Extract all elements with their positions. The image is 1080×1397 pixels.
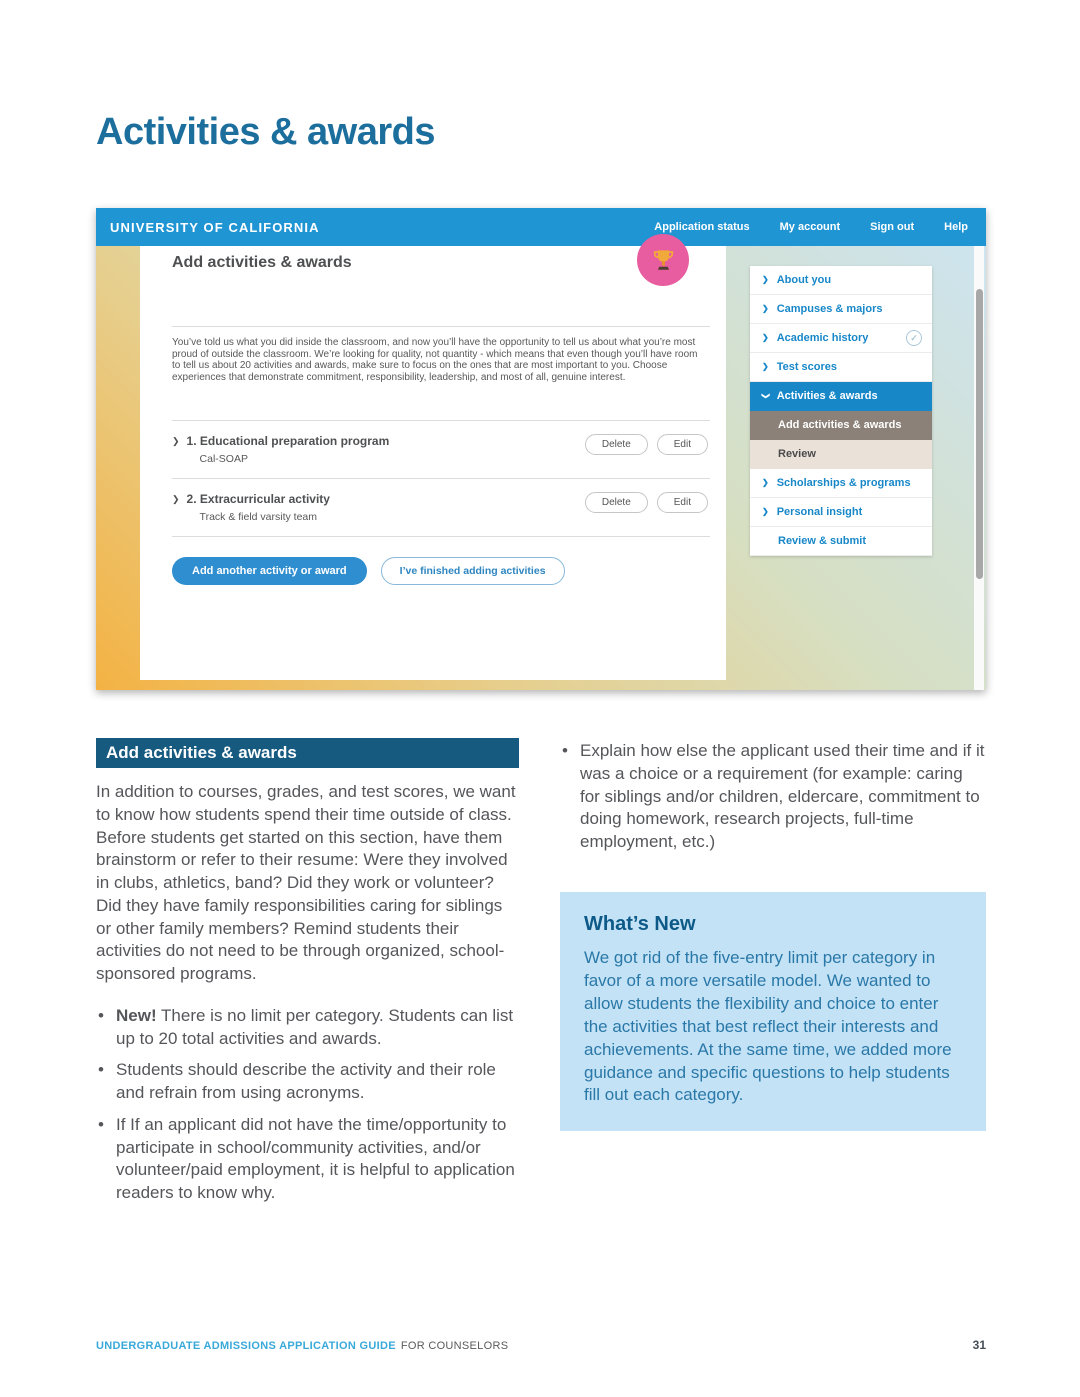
add-another-activity-button[interactable]: Add another activity or award [172, 557, 367, 585]
chevron-right-icon: ❯ [762, 478, 769, 487]
activity-entry-1 [172, 434, 708, 465]
nav-help[interactable]: Help [944, 221, 968, 233]
divider [172, 536, 710, 537]
finished-adding-button[interactable]: I’ve finished adding activities [381, 557, 565, 585]
section-heading-bar: Add activities & awards [96, 738, 519, 768]
sidebar-item-label: Activities & awards [776, 390, 878, 402]
nav-my-account[interactable]: My account [779, 221, 841, 233]
delete-button[interactable]: Delete [585, 434, 648, 455]
entry-subtitle: Track & field varsity team [199, 510, 318, 523]
card-intro-text: You’ve told us what you did inside the classroom, and now you’ll have the opportunity to tell us about what you’re most proud of outside the classroom. We’re looking for quality, not quantity - which means that even though you’ll have room to tell us about 20 activities and awards, make sure to focus on the ones that are most important to you. Choose experiences that demonstrate commitment, responsibility, leadership, and most of all, genuine interest. [172, 337, 698, 384]
main-content-card [140, 246, 726, 680]
entry-actions [585, 434, 708, 455]
edit-button[interactable]: Edit [657, 492, 708, 513]
sidebar-item-add-activities-awards[interactable] [750, 411, 932, 440]
app-body [96, 246, 986, 690]
cta-row [172, 557, 726, 585]
entry-title: 1. Educational preparation program [186, 433, 390, 448]
list-item [96, 1059, 519, 1105]
brand-logo: UNIVERSITY OF CALIFORNIA [110, 219, 320, 235]
sidebar-item-label: Personal insight [776, 506, 863, 518]
sidebar-item-campuses-majors[interactable] [750, 295, 932, 324]
bullet-icon: • [98, 1005, 104, 1025]
list-item [96, 1005, 519, 1051]
divider [172, 420, 710, 421]
page-footer [96, 1338, 986, 1352]
sidebar-item-test-scores[interactable] [750, 353, 932, 382]
section-intro-text: In addition to courses, grades, and test scores, we want to know how students spend their time outside of class. Before students get started on this section, have them brainstorm or refer to their resume: Were they involved in clubs, athletics, band? Did they work or volunteer? Did they have family responsibilities caring for siblings or other family members? Remind students their activities do not need to be through organized, school-sponsored programs. [96, 782, 516, 984]
article-left-column [96, 738, 519, 1214]
chevron-right-icon[interactable]: ❯ [172, 435, 180, 446]
divider [172, 326, 710, 327]
whats-new-body: We got rid of the five-entry limit per category in favor of a more versatile model. We wanted to allow students the flexibility and choice to enter the activities that best reflect their interests and achievements. At the same time, we added more guidance and specific questions to help students fill out each category. [584, 947, 952, 1105]
chevron-right-icon: ❯ [762, 333, 769, 342]
divider [172, 478, 710, 479]
bullet-icon: • [98, 1060, 104, 1080]
app-sidebar-nav [750, 266, 932, 556]
scrollbar-thumb[interactable] [976, 289, 983, 579]
trophy-icon [637, 234, 689, 286]
bullet-text: Explain how else the applicant used their time and if it was a choice or a requirement (for example: caring for siblings and/or children, eldercare, commitment to doing homework, research projects, full-time employment, etc.) [580, 741, 985, 852]
bullet-icon: • [562, 741, 568, 760]
entry-text [187, 492, 330, 523]
sidebar-item-scholarships-programs[interactable] [750, 469, 932, 498]
sidebar-item-label: Test scores [776, 361, 838, 373]
chevron-right-icon: ❯ [762, 275, 769, 284]
app-screenshot [96, 208, 986, 690]
sidebar-item-label: Review & submit [778, 535, 867, 547]
chevron-down-icon: ❯ [761, 392, 771, 400]
sidebar-item-label: Academic history [776, 332, 869, 344]
entry-subtitle: Cal-SOAP [199, 452, 248, 465]
edit-button[interactable]: Edit [657, 434, 708, 455]
sidebar-item-label: Add activities & awards [778, 419, 902, 431]
article-right-column [560, 740, 986, 1131]
page-number: 31 [972, 1338, 986, 1352]
bullet-bold-text: New! [116, 1005, 157, 1025]
sidebar-item-label: About you [776, 274, 832, 286]
sidebar-item-about-you[interactable] [750, 266, 932, 295]
chevron-right-icon: ❯ [762, 507, 769, 516]
sidebar-item-label: Review [778, 448, 816, 460]
bullet-text: If If an applicant did not have the time/opportunity to participate in school/community activities, and/or volunteer/paid employment, it is helpful to application readers to know why. [116, 1114, 515, 1203]
activity-entry-2 [172, 492, 708, 523]
nav-application-status[interactable]: Application status [654, 221, 750, 233]
list-item [560, 740, 986, 854]
sidebar-item-personal-insight[interactable] [750, 498, 932, 527]
sidebar-item-review-submit[interactable] [750, 527, 932, 556]
sidebar-item-label: Scholarships & programs [776, 477, 911, 489]
sidebar-item-review[interactable] [750, 440, 932, 469]
nav-sign-out[interactable]: Sign out [870, 221, 915, 233]
app-header [96, 208, 986, 246]
chevron-right-icon[interactable]: ❯ [172, 493, 180, 504]
whats-new-heading: What’s New [584, 912, 696, 935]
list-item [96, 1114, 519, 1205]
sidebar-item-academic-history[interactable] [750, 324, 932, 353]
bullet-list [96, 1005, 519, 1205]
entry-title: 2. Extracurricular activity [186, 491, 330, 506]
entry-actions [585, 492, 708, 513]
bullet-text: There is no limit per category. Students can list up to 20 total activities and awards. [116, 1005, 514, 1048]
sidebar-item-activities-awards[interactable] [750, 382, 932, 411]
bullet-text: Students should describe the activity and their role and refrain from using acronyms. [116, 1060, 496, 1103]
sidebar-item-label: Campuses & majors [776, 303, 883, 315]
page-title: Activities & awards [96, 111, 435, 154]
entry-text [187, 434, 390, 465]
app-header-nav [654, 221, 968, 233]
card-heading: Add activities & awards [172, 254, 352, 271]
chevron-right-icon: ❯ [762, 362, 769, 371]
footer-guide-title: UNDERGRADUATE ADMISSIONS APPLICATION GUIDE [96, 1340, 396, 1352]
check-circle-icon: ✓ [906, 330, 922, 346]
whats-new-callout [560, 892, 986, 1132]
chevron-right-icon: ❯ [762, 304, 769, 313]
footer-audience: FOR COUNSELORS [400, 1340, 509, 1352]
bullet-icon: • [98, 1114, 104, 1134]
delete-button[interactable]: Delete [585, 492, 648, 513]
